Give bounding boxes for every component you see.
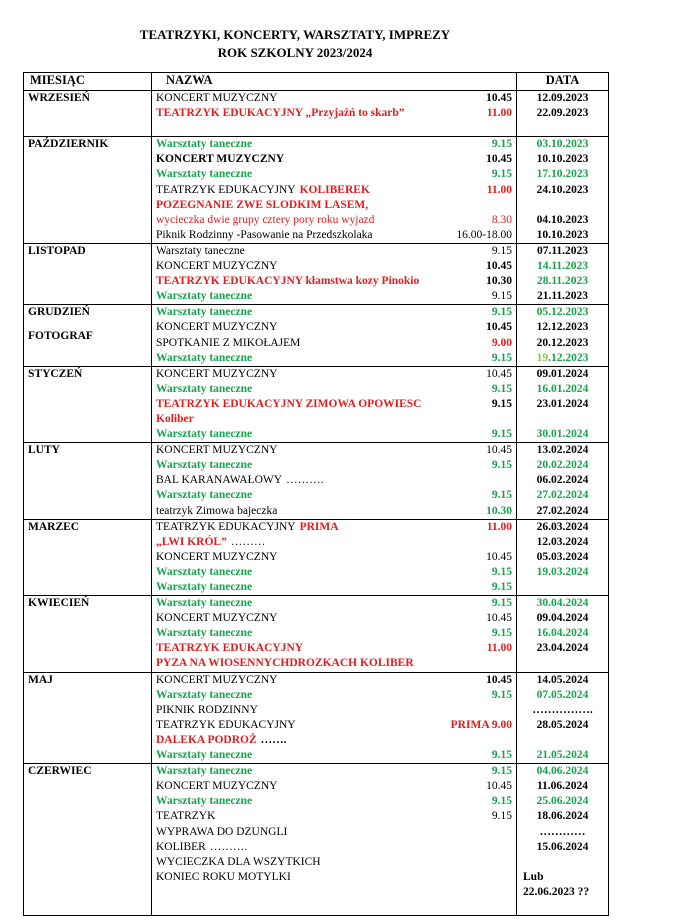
- event-time: 9.15: [491, 597, 512, 610]
- event-date: 22.06.2023 ??: [523, 885, 590, 898]
- event-time: 9.15: [491, 168, 512, 181]
- event-time: 9.15: [491, 138, 512, 151]
- month-name: LUTY: [28, 444, 60, 457]
- event-time: 10.45: [486, 444, 512, 457]
- event-time: [508, 840, 512, 855]
- event-date: 28.05.2024: [536, 718, 589, 731]
- event-line: [152, 656, 516, 671]
- event-time: 9.15: [491, 397, 512, 410]
- event-name: TEATRZYK EDUKACYJNY „Przyjaźń to skarb”: [156, 107, 405, 120]
- event-time: 10.30: [486, 504, 512, 517]
- event-name: TEATRZYK EDUKACYJNY kłamstwa kozy Pinokio: [156, 275, 420, 288]
- month-group: [24, 137, 609, 244]
- event-date: 16.01.2024: [536, 382, 589, 395]
- event-date: 12.03.2024: [536, 535, 589, 548]
- event-time: 10.45: [486, 367, 512, 380]
- events-cell: [152, 519, 517, 595]
- event-date: [517, 580, 608, 595]
- event-date: 24.10.2023: [536, 183, 589, 196]
- event-date: 14.05.2024: [536, 673, 589, 686]
- event-time: 9.15: [491, 565, 512, 578]
- event-time: [508, 855, 512, 870]
- event-time: 9.00: [491, 336, 512, 349]
- event-name: Warsztaty taneczne: [156, 351, 253, 364]
- table-body: [24, 91, 609, 916]
- event-time: [508, 900, 512, 915]
- event-date: …………….: [532, 703, 593, 716]
- event-date: 15.06.2024: [536, 840, 589, 853]
- month-group: [24, 519, 609, 595]
- event-name: Warsztaty taneczne: [156, 765, 253, 778]
- event-line: [152, 320, 516, 335]
- event-name: Warsztaty taneczne: [156, 428, 253, 441]
- event-time: [508, 825, 512, 840]
- month-cell: [24, 672, 152, 764]
- event-name: TEATRZYK EDUKACYJNY ZIMOWA OPOWIESC: [156, 397, 422, 410]
- event-name: KONCERT MUZYCZNY: [156, 673, 278, 686]
- event-name: TEATRZYK EDUKACYJNY: [156, 642, 304, 655]
- event-line: [152, 213, 516, 228]
- event-date: [517, 733, 608, 748]
- event-line: [152, 748, 516, 763]
- event-name: Warsztaty taneczne: [156, 749, 253, 762]
- event-line: [152, 427, 516, 442]
- event-line: [152, 336, 516, 351]
- event-name: PYZA NA WIOSENNYCHDROZKACH KOLIBER: [156, 657, 414, 670]
- event-name: [156, 121, 508, 136]
- dates-cell: [517, 443, 609, 519]
- event-name: [156, 900, 508, 915]
- event-time: 8.30: [491, 213, 512, 226]
- event-name: Koliber: [156, 412, 194, 425]
- month-cell: [24, 137, 152, 244]
- dates-cell: [517, 305, 609, 366]
- header-date: DATA: [517, 73, 609, 91]
- event-line: [152, 641, 516, 656]
- month-group: [24, 672, 609, 764]
- event-time: 9.15: [491, 306, 512, 319]
- event-line: [152, 794, 516, 809]
- event-date: 19.03.2024: [536, 565, 589, 578]
- month-group: [24, 596, 609, 672]
- event-line: [152, 382, 516, 397]
- month-name: LISTOPAD: [28, 244, 86, 257]
- document-title-line-2: ROK SZKOLNY 2023/2024: [217, 45, 373, 60]
- event-name: WYPRAWA DO DZUNGLI: [156, 825, 288, 838]
- event-line: [152, 535, 516, 550]
- event-time: [508, 198, 512, 213]
- event-line: [152, 167, 516, 182]
- event-date: 13.02.2024: [536, 444, 589, 457]
- event-time: 10.45: [486, 92, 512, 104]
- event-name: KONCERT MUZYCZNY: [156, 153, 285, 166]
- event-time: [508, 473, 512, 488]
- event-name: Warsztaty taneczne: [156, 290, 253, 303]
- event-date: 30.04.2024: [536, 597, 589, 610]
- event-date: [517, 900, 608, 915]
- event-name: Warsztaty taneczne: [156, 627, 253, 640]
- event-time: 9.15: [491, 290, 512, 303]
- event-line: [152, 351, 516, 366]
- event-line: [152, 626, 516, 641]
- event-name: KONCERT MUZYCZNY: [156, 367, 278, 380]
- event-line: [152, 106, 516, 121]
- month-group: [24, 366, 609, 442]
- event-time: 10.45: [486, 550, 512, 563]
- dates-cell: [517, 596, 609, 672]
- month-cell: [24, 366, 152, 442]
- event-line: [152, 289, 516, 304]
- event-time: 11.00: [486, 183, 512, 196]
- event-note: ……….: [286, 474, 324, 487]
- events-table: [23, 72, 609, 916]
- event-name: Warsztaty taneczne: [156, 795, 253, 808]
- month-group: [24, 243, 609, 304]
- dates-cell: [517, 137, 609, 244]
- event-time: 9.15: [491, 428, 512, 441]
- event-date: Lub: [523, 870, 544, 883]
- event-line: [152, 458, 516, 473]
- dates-cell: [517, 672, 609, 764]
- event-line: [152, 488, 516, 503]
- event-date: [517, 656, 608, 671]
- event-name: Warsztaty taneczne: [156, 168, 253, 181]
- event-date: 11.06.2024: [536, 780, 589, 793]
- month-group: [24, 91, 609, 137]
- event-date: 22.09.2023: [536, 107, 589, 120]
- event-time: 10.45: [486, 321, 512, 334]
- event-name: Warsztaty taneczne: [156, 306, 253, 319]
- event-name: KONIEC ROKU MOTYLKI: [156, 870, 291, 883]
- event-name: Warsztaty taneczne: [156, 138, 253, 151]
- event-line: [152, 825, 516, 840]
- event-time: [508, 733, 512, 748]
- event-line: [152, 198, 516, 213]
- month-name: STYCZEŃ: [28, 367, 83, 380]
- event-note: PRIMA: [299, 520, 339, 533]
- events-cell: [152, 305, 517, 366]
- event-line: [152, 443, 516, 458]
- event-line: [152, 520, 516, 535]
- event-line: [152, 244, 516, 259]
- event-date: 09.01.2024: [536, 367, 589, 380]
- event-date: 05.03.2024: [536, 550, 589, 563]
- dates-cell: [517, 243, 609, 304]
- event-name: TEATRZYK EDUKACYJNY: [156, 520, 296, 533]
- event-time: [508, 121, 512, 136]
- month-name: PAŹDZIERNIK: [28, 138, 109, 151]
- event-note: …….: [260, 733, 287, 746]
- events-cell: [152, 443, 517, 519]
- event-name: KONCERT MUZYCZNY: [156, 612, 278, 625]
- event-date: 03.10.2023: [536, 138, 589, 151]
- event-time: 11.00: [486, 642, 512, 655]
- event-time: 9.15: [491, 765, 512, 778]
- event-date: 05.12.2023: [536, 306, 589, 319]
- event-date: 17.10.2023: [536, 168, 589, 181]
- event-date: 23.04.2024: [536, 642, 589, 655]
- event-time: 9.15: [491, 581, 512, 593]
- event-date: [517, 198, 608, 213]
- event-name: Warsztaty taneczne: [156, 459, 253, 472]
- event-date: 26.03.2024: [536, 520, 589, 533]
- event-date: 12.12.2023: [536, 321, 589, 334]
- event-time: 10.30: [486, 275, 512, 288]
- document-title-line-1: TEATRZYKI, KONCERTY, WARSZTATY, IMPREZY: [139, 27, 451, 42]
- event-time: [508, 703, 512, 718]
- event-date: …………: [539, 825, 586, 838]
- events-cell: [152, 764, 517, 916]
- event-date: 21.11.2023: [536, 290, 589, 303]
- event-name: BAL KARANAWAŁOWY: [156, 474, 283, 487]
- event-line: [152, 183, 516, 198]
- event-time: 11.00: [486, 107, 512, 120]
- dates-cell: [517, 366, 609, 442]
- event-time: 9.15: [491, 749, 512, 762]
- month-name: MARZEC: [28, 520, 80, 533]
- event-time: 9.15: [491, 489, 512, 502]
- event-line: [152, 733, 516, 748]
- event-date: 10.10.2023: [536, 153, 589, 166]
- month-cell: [24, 243, 152, 304]
- event-date: 25.06.2024: [536, 795, 589, 808]
- events-cell: [152, 137, 517, 244]
- event-time: 10.45: [486, 260, 512, 273]
- event-time: PRIMA 9.00: [450, 718, 512, 731]
- event-line: [152, 397, 516, 412]
- event-date: 04.06.2024: [536, 765, 589, 778]
- event-date: 27.02.2024: [536, 489, 589, 502]
- event-line: [152, 550, 516, 565]
- event-name: Warsztaty taneczne: [156, 244, 245, 257]
- event-line: [152, 565, 516, 580]
- month-name: MAJ: [28, 673, 53, 686]
- event-date: 20.02.2024: [536, 459, 589, 472]
- header-name: NAZWA: [152, 73, 517, 91]
- events-cell: [152, 91, 517, 137]
- month-group: [24, 305, 609, 366]
- event-time: 10.45: [486, 673, 512, 686]
- event-date: 27.02.2024: [536, 504, 589, 517]
- month-note: FOTOGRAF: [28, 330, 93, 343]
- event-name: Warsztaty taneczne: [156, 565, 253, 578]
- event-date: [517, 351, 608, 366]
- month-cell: [24, 764, 152, 916]
- event-line: [152, 779, 516, 794]
- event-name: KOLIBER: [156, 840, 206, 853]
- table-header-row: [24, 73, 609, 91]
- event-time: [508, 656, 512, 671]
- event-time: [508, 885, 512, 900]
- event-name: „LWI KRÓL”: [156, 535, 227, 548]
- events-cell: [152, 672, 517, 764]
- event-name: POZEGNANIE ZWE SLODKIM LASEM,: [156, 198, 369, 211]
- event-line: [152, 367, 516, 382]
- event-line: [152, 703, 516, 718]
- events-cell: [152, 596, 517, 672]
- event-time: 10.45: [486, 780, 512, 793]
- event-name: TEATRZYK: [156, 810, 216, 823]
- event-name: KONCERT MUZYCZNY: [156, 550, 278, 563]
- event-time: [508, 870, 512, 885]
- event-time: 9.15: [491, 688, 512, 701]
- events-cell: [152, 366, 517, 442]
- event-line: [152, 504, 516, 519]
- event-name: KONCERT MUZYCZNY: [156, 444, 278, 457]
- event-line: [152, 809, 516, 824]
- month-cell: [24, 596, 152, 672]
- event-name: wycieczka dwie grupy cztery pory roku wyjazd: [156, 213, 375, 226]
- event-name: Warsztaty taneczne: [156, 597, 253, 610]
- event-name: teatrzyk Zimowa bajeczka: [156, 504, 278, 517]
- event-name: DALEKA PODROŻ: [156, 733, 257, 746]
- event-date: 23.01.2024: [536, 397, 589, 410]
- event-name: WYCIECZKA DLA WSZYTKICH: [156, 855, 321, 868]
- event-name: Warsztaty taneczne: [156, 489, 253, 502]
- event-time: 10.45: [486, 612, 512, 625]
- event-date: 07.05.2024: [536, 688, 589, 701]
- event-time: 9.15: [491, 351, 512, 364]
- event-date: 30.01.2024: [536, 428, 589, 441]
- event-name: KONCERT MUZYCZNY: [156, 780, 278, 793]
- events-cell: [152, 243, 517, 304]
- event-name: KONCERT MUZYCZNY: [156, 92, 278, 104]
- event-date: [517, 855, 608, 870]
- month-group: [24, 764, 609, 916]
- event-date: 18.06.2024: [536, 810, 589, 823]
- header-month: MIESIĄC: [24, 73, 152, 91]
- event-line: [152, 718, 516, 733]
- event-date: 06.02.2024: [536, 474, 589, 487]
- dates-cell: [517, 764, 609, 916]
- event-line: [152, 840, 516, 855]
- month-name: CZERWIEC: [28, 765, 92, 778]
- event-name: SPOTKANIE Z MIKOŁAJEM: [156, 336, 301, 349]
- event-note: ………: [230, 535, 266, 548]
- event-name: PIKNIK RODZINNY: [156, 703, 258, 716]
- month-group: [24, 443, 609, 519]
- event-date: 21.05.2024: [536, 749, 589, 762]
- event-line: [152, 121, 516, 136]
- month-cell: [24, 305, 152, 366]
- event-date: 14.11.2023: [536, 260, 589, 273]
- month-cell: [24, 443, 152, 519]
- event-name: Piknik Rodzinny -Pasowanie na Przedszkolaka: [156, 228, 373, 241]
- event-date: 28.11.2023: [536, 275, 589, 288]
- event-line: [152, 228, 516, 243]
- event-time: [508, 412, 512, 427]
- dates-cell: [517, 91, 609, 137]
- event-name: TEATRZYK EDUKACYJNY: [156, 718, 296, 731]
- event-line: [152, 900, 516, 915]
- event-date: 07.11.2023: [536, 244, 589, 257]
- event-time: 9.15: [491, 459, 512, 472]
- event-note: KOLIBEREK: [299, 183, 370, 196]
- event-line: [152, 305, 516, 320]
- event-line: [152, 473, 516, 488]
- month-name: KWIECIEŃ: [28, 597, 90, 610]
- event-line: [152, 152, 516, 167]
- event-note: ……….: [209, 840, 248, 853]
- event-date-rest: .12.2023: [548, 351, 589, 364]
- event-line: [152, 764, 516, 779]
- event-date: 09.04.2024: [536, 612, 589, 625]
- event-line: [152, 611, 516, 626]
- month-name: WRZESIEŃ: [28, 92, 90, 104]
- event-time: 16.00-18.00: [456, 228, 512, 241]
- event-line: [152, 855, 516, 870]
- event-time: 9.15: [491, 382, 512, 395]
- event-line: [152, 673, 516, 688]
- event-line: [152, 274, 516, 289]
- dates-cell: [517, 519, 609, 595]
- event-date: 16.04.2024: [536, 627, 589, 640]
- event-name: Warsztaty taneczne: [156, 382, 253, 395]
- event-date: [517, 412, 608, 427]
- event-date: [517, 121, 608, 136]
- event-line: [152, 596, 516, 611]
- event-line: [152, 580, 516, 595]
- event-name: KONCERT MUZYCZNY: [156, 321, 278, 334]
- event-time: 11.00: [486, 520, 512, 533]
- event-line: [152, 91, 516, 106]
- event-line: [152, 885, 516, 900]
- event-line: [152, 137, 516, 152]
- event-time: 9.15: [491, 244, 512, 257]
- month-cell: [24, 519, 152, 595]
- event-date: 12.09.2023: [536, 92, 589, 104]
- event-name: TEATRZYK EDUKACYJNY: [156, 183, 296, 196]
- month-cell: [24, 91, 152, 137]
- event-date: 20.12.2023: [536, 336, 589, 349]
- event-time: 9.15: [491, 795, 512, 808]
- event-date-day: 19: [536, 351, 549, 364]
- event-name: Warsztaty taneczne: [156, 581, 253, 593]
- event-time: 9.15: [491, 627, 512, 640]
- month-name: GRUDZIEŃ: [28, 306, 90, 319]
- event-line: [152, 870, 516, 885]
- event-date: 04.10.2023: [536, 213, 589, 226]
- event-line: [152, 259, 516, 274]
- event-time: 9.15: [491, 810, 512, 823]
- event-line: [152, 412, 516, 427]
- event-name: Warsztaty taneczne: [156, 688, 253, 701]
- event-name: [156, 885, 508, 900]
- event-time: 10.45: [486, 153, 512, 166]
- event-time: [508, 535, 512, 550]
- event-date: 10.10.2023: [536, 228, 589, 241]
- event-line: [152, 688, 516, 703]
- event-name: KONCERT MUZYCZNY: [156, 260, 278, 273]
